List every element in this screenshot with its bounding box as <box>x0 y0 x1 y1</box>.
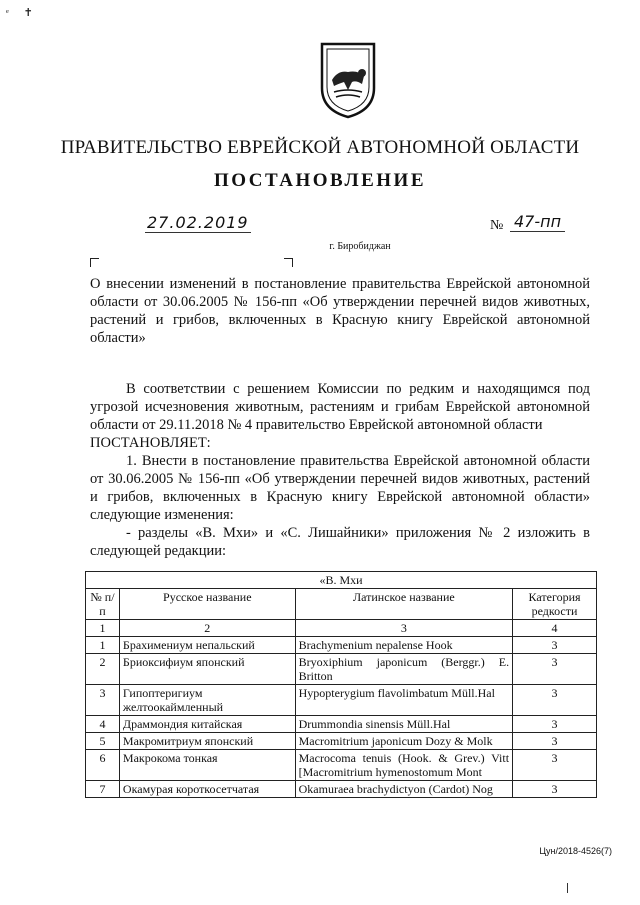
document-date: 27.02.2019 <box>147 213 249 232</box>
footer-document-code: Цун/2018-4526(7) <box>539 846 612 856</box>
table-row <box>86 685 597 716</box>
table-row <box>86 654 597 685</box>
col-number: 2 <box>119 620 295 637</box>
scan-corner-marks: ᵉ ✝ <box>6 7 39 19</box>
table-row <box>86 637 597 654</box>
row-num: 4 <box>86 716 120 733</box>
mosses-table <box>85 571 597 798</box>
document-number-label: № <box>490 218 504 233</box>
row-latin-name: Okamuraea brachydictyon (Cardot) Nog <box>295 781 512 798</box>
document-number: 47-пп <box>510 212 565 232</box>
table-header-row <box>86 589 597 620</box>
col-header-cat: Категория редкости <box>513 589 597 620</box>
resolves-heading: ПОСТАНОВЛЯЕТ: <box>90 435 211 451</box>
row-russian-name: Брахимениум непальский <box>119 637 295 654</box>
row-category: 3 <box>513 750 597 781</box>
document-type-title: ПОСТАНОВЛЕНИЕ <box>213 170 427 191</box>
preamble <box>90 380 590 560</box>
row-category: 3 <box>513 781 597 798</box>
row-num: 7 <box>86 781 120 798</box>
row-category: 3 <box>513 716 597 733</box>
subject-bracket-left <box>90 258 99 267</box>
row-category: 3 <box>513 637 597 654</box>
col-number: 3 <box>295 620 512 637</box>
table-row <box>86 781 597 798</box>
row-num: 3 <box>86 685 120 716</box>
table-row <box>86 750 597 781</box>
row-russian-name: Макрокома тонкая <box>119 750 295 781</box>
row-latin-name: Hypopterygium flavolimbatum Müll.Hal <box>295 685 512 716</box>
col-header-ru: Русское название <box>119 589 295 620</box>
row-latin-name: Macrocoma tenuis (Hook. & Grev.) Vitt [Macromitrium hymenostomum Mont <box>295 750 512 781</box>
col-header-lat: Латинское название <box>295 589 512 620</box>
row-num: 2 <box>86 654 120 685</box>
table-row <box>86 733 597 750</box>
row-russian-name: Драммондия китайская <box>119 716 295 733</box>
col-number: 4 <box>513 620 597 637</box>
col-number: 1 <box>86 620 120 637</box>
organization-title: ПРАВИТЕЛЬСТВО ЕВРЕЙСКОЙ АВТОНОМНОЙ ОБЛАСТИ <box>60 137 580 158</box>
table-header-numbers-row <box>86 620 597 637</box>
row-num: 1 <box>86 637 120 654</box>
preamble-basis: В соответствии с решением Комиссии по редким и находящимся под угрозой исчезновения животным, растениям и грибам Еврейской автономной области от 29.11.2018 № 4 правительство Еврейской автономной области <box>90 381 590 433</box>
subject-bracket-right <box>284 258 293 267</box>
row-latin-name: Macromitrium japonicum Dozy & Molk <box>295 733 512 750</box>
row-latin-name: Drummondia sinensis Müll.Hal <box>295 716 512 733</box>
item-1: 1. Внести в постановление правительства Еврейской автономной области от 30.06.2005 № 156-пп «Об утверждении перечней видов животных, растений и грибов, включенных в Красную книгу Еврейской автономной области» следующие изменения: <box>90 453 590 523</box>
table-row <box>86 716 597 733</box>
item-1-dash: - разделы «В. Мхи» и «С. Лишайники» приложения № 2 изложить в следующей редакции: <box>90 525 590 559</box>
table-section-row <box>86 572 597 589</box>
row-category: 3 <box>513 654 597 685</box>
row-category: 3 <box>513 733 597 750</box>
document-subject: О внесении изменений в постановление правительства Еврейской автономной области от 30.06.2005 № 156-пп «Об утверждении перечней видов животных, растений и грибов, включенных в Красную книгу Еврейской автономной области» <box>90 276 590 346</box>
city: г. Биробиджан <box>329 241 391 252</box>
scan-bottom-mark <box>567 883 568 893</box>
row-russian-name: Гипоптеригиум желтоокаймленный <box>119 685 295 716</box>
row-latin-name: Brachymenium nepalense Hook <box>295 637 512 654</box>
col-header-num: № п/п <box>86 589 120 620</box>
row-num: 6 <box>86 750 120 781</box>
coat-of-arms-emblem <box>318 40 378 120</box>
table-section-title: «В. Мхи <box>86 572 597 589</box>
row-russian-name: Окамурая короткосетчатая <box>119 781 295 798</box>
row-russian-name: Бриоксифиум японский <box>119 654 295 685</box>
row-num: 5 <box>86 733 120 750</box>
row-russian-name: Макромитриум японский <box>119 733 295 750</box>
row-latin-name: Bryoxiphium japonicum (Berggr.) E. Britton <box>295 654 512 685</box>
row-category: 3 <box>513 685 597 716</box>
